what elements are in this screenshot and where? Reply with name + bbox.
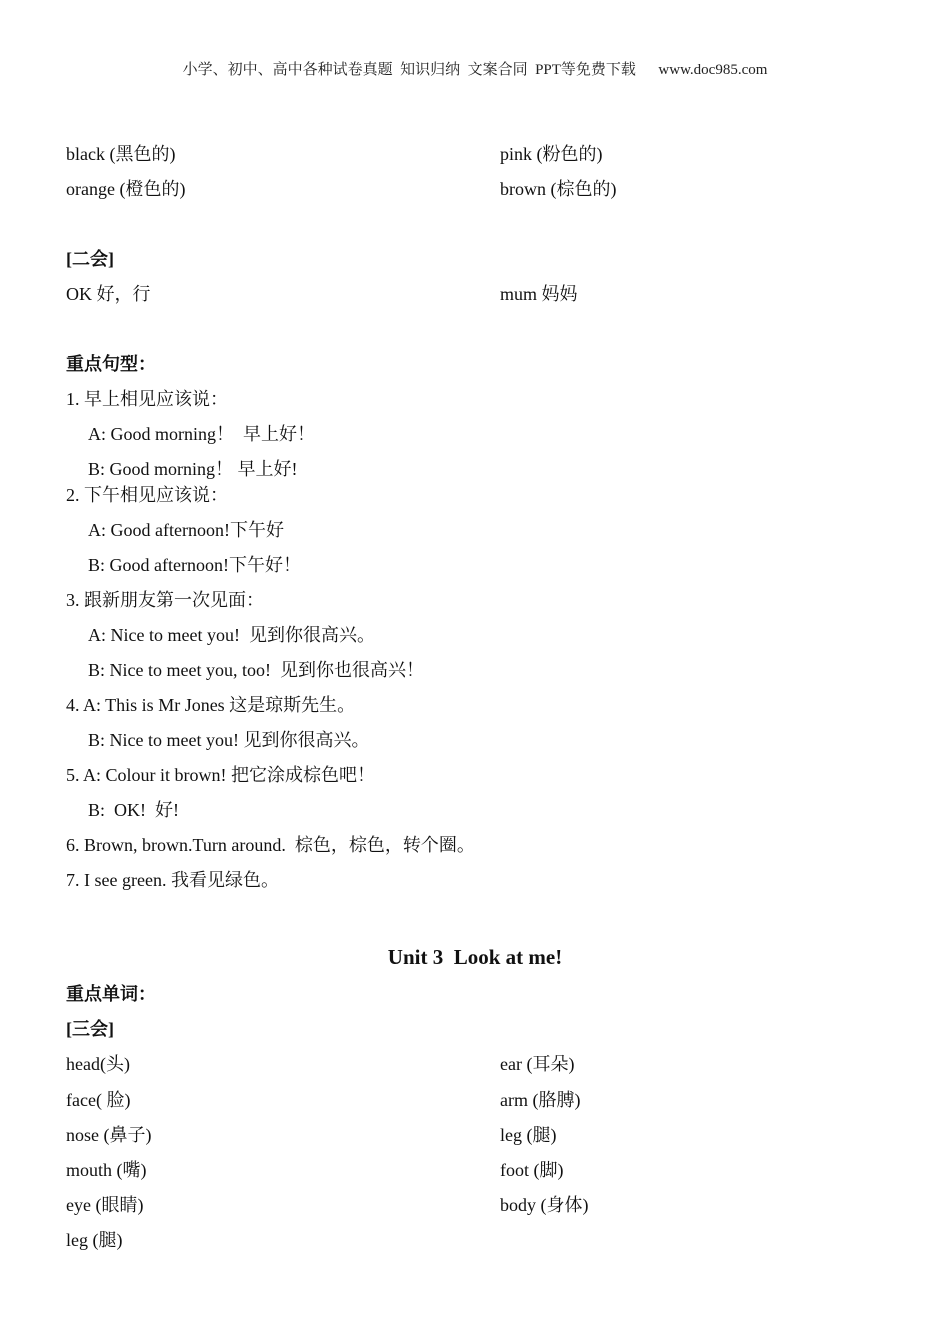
word-ear: ear (耳朵) <box>500 1054 575 1074</box>
sentence-7: 7. I see green. 我看见绿色。 <box>66 870 279 890</box>
sentence-3a: A: Nice to meet you! 见到你很高兴。 <box>88 625 375 645</box>
sentences-heading: 重点句型： <box>66 354 156 374</box>
word-mouth: mouth (嘴) <box>66 1160 147 1180</box>
word-brown: brown (棕色的) <box>500 179 617 199</box>
word-mum: mum 妈妈 <box>500 284 578 304</box>
word-body: body (身体) <box>500 1195 589 1215</box>
word-arm: arm (胳膊) <box>500 1090 581 1110</box>
word-pink: pink (粉色的) <box>500 144 603 164</box>
unit3-title: Unit 3 Look at me! <box>387 945 563 969</box>
word-orange: orange (橙色的) <box>66 179 186 199</box>
word-nose: nose (鼻子) <box>66 1125 152 1145</box>
page-header: 小学、初中、高中各种试卷真题 知识归纳 文案合同 PPT等免费下载 www.doc985.com <box>182 62 768 78</box>
word-foot: foot (脚) <box>500 1160 564 1180</box>
sentence-2-intro: 2. 下午相见应该说： <box>66 485 228 505</box>
sentence-2a: A: Good afternoon!下午好 <box>88 520 284 540</box>
word-face: face( 脸) <box>66 1090 131 1110</box>
sentence-3-intro: 3. 跟新朋友第一次见面： <box>66 590 264 610</box>
level3-heading: [三会] <box>66 1019 114 1039</box>
level2-heading: [二会] <box>66 249 114 269</box>
word-head: head(头) <box>66 1054 130 1074</box>
sentence-1-intro: 1. 早上相见应该说： <box>66 389 228 409</box>
sentence-4b: B: Nice to meet you! 见到你很高兴。 <box>88 730 370 750</box>
word-ok: OK 好，行 <box>66 284 151 304</box>
sentence-3b: B: Nice to meet you, too! 见到你也很高兴！ <box>88 660 424 680</box>
word-leg: leg (腿) <box>500 1125 557 1145</box>
sentence-1b: B: Good morning！ 早上好! <box>88 459 298 479</box>
sentence-5a: 5. A: Colour it brown! 把它涂成棕色吧！ <box>66 765 375 785</box>
word-leg-2: leg (腿) <box>66 1230 123 1250</box>
sentence-5b: B: OK! 好! <box>88 800 179 820</box>
word-black: black (黑色的) <box>66 144 176 164</box>
unit3-words-heading: 重点单词： <box>66 984 156 1004</box>
word-eye: eye (眼睛) <box>66 1195 144 1215</box>
sentence-6: 6. Brown, brown.Turn around. 棕色，棕色，转个圈。 <box>66 835 475 855</box>
sentence-4a: 4. A: This is Mr Jones 这是琼斯先生。 <box>66 695 356 715</box>
sentence-2b: B: Good afternoon!下午好！ <box>88 555 301 575</box>
sentence-1a: A: Good morning！ 早上好！ <box>88 424 315 444</box>
